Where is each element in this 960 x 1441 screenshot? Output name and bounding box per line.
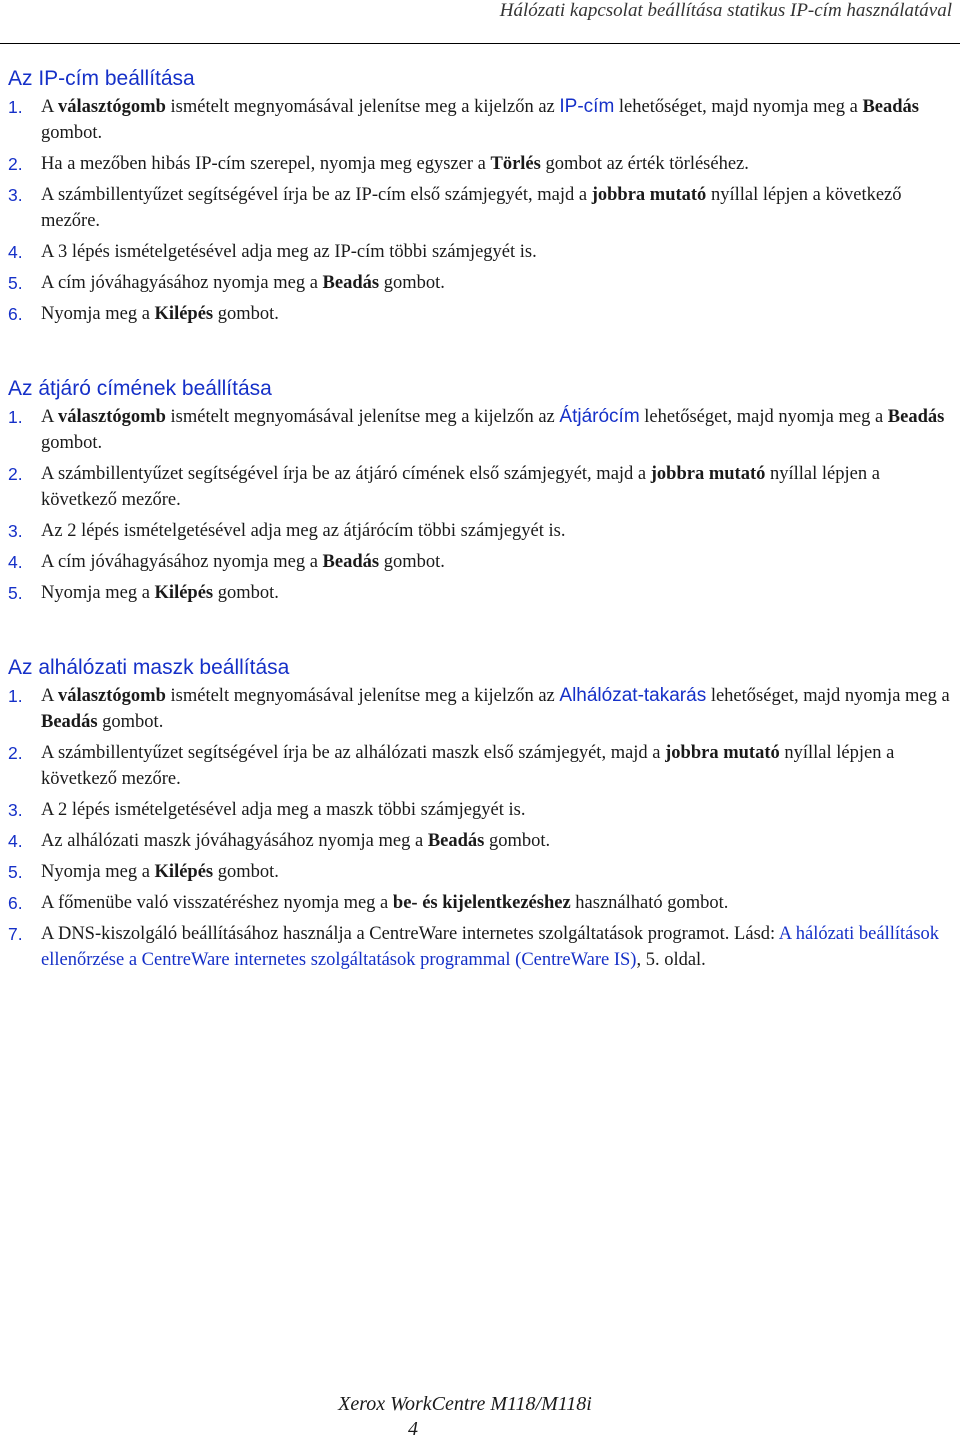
- step-text: A: [41, 686, 58, 706]
- button-name: Beadás: [322, 273, 380, 293]
- button-name: választógomb: [57, 97, 166, 117]
- button-name: Beadás: [862, 97, 919, 117]
- step-number: 3.: [8, 185, 23, 205]
- step-text: nyíllal lépjen a következő mezőre.: [41, 185, 902, 231]
- button-name: választógomb: [57, 686, 166, 706]
- running-header: Hálózati kapcsolat beállítása statikus IP-cím használatával: [499, 0, 952, 21]
- step-text: használható gombot.: [570, 893, 729, 913]
- step-text: gombot.: [213, 304, 279, 324]
- step-number: 4.: [8, 831, 23, 851]
- step-text: , 5. oldal.: [636, 950, 706, 970]
- step-text: gombot.: [213, 862, 279, 882]
- step-item: [8, 549, 956, 575]
- section-subnet-mask: [8, 653, 956, 978]
- button-name: Kilépés: [154, 583, 214, 603]
- step-text: gombot.: [484, 831, 551, 851]
- step-text: A számbillentyűzet segítségével írja be az IP-cím első számjegyét, majd a: [41, 185, 592, 205]
- display-option: IP-cím: [559, 96, 615, 117]
- step-number: 3.: [8, 521, 23, 541]
- step-item: [8, 921, 956, 973]
- step-text: gombot.: [41, 123, 103, 143]
- step-number: 5.: [8, 583, 23, 603]
- step-text: Az 2 lépés ismételgetésével adja meg az átjárócím többi számjegyét is.: [41, 521, 566, 541]
- step-number: 3.: [8, 800, 23, 820]
- step-item: [8, 301, 956, 327]
- step-text: lehetőséget, majd nyomja meg a: [639, 407, 888, 427]
- step-text: Az alhálózati maszk jóváhagyásához nyomja meg a: [41, 831, 428, 851]
- button-name: Kilépés: [154, 304, 214, 324]
- step-text: A főmenübe való visszatéréshez nyomja meg a: [41, 893, 393, 913]
- step-item: [8, 828, 956, 854]
- button-name: Beadás: [41, 712, 98, 732]
- step-list: [8, 404, 956, 606]
- step-item: [8, 580, 956, 606]
- step-number: 1.: [8, 686, 23, 706]
- step-item: [8, 270, 956, 296]
- step-item: [8, 461, 956, 513]
- step-number: 4.: [8, 242, 23, 262]
- step-text: gombot az érték törléséhez.: [540, 154, 749, 174]
- header-rule: [0, 43, 960, 44]
- button-name: Beadás: [427, 831, 485, 851]
- step-item: [8, 797, 956, 823]
- step-text: A: [41, 407, 58, 427]
- button-name: Beadás: [322, 552, 380, 572]
- step-text: A: [41, 97, 58, 117]
- footer-doc-title: Xerox WorkCentre M118/M118i: [338, 1393, 592, 1415]
- step-text: Nyomja meg a: [41, 862, 155, 882]
- section-title: Az IP-cím beállítása: [8, 67, 195, 90]
- step-text: A 3 lépés ismételgetésével adja meg az IP-cím többi számjegyét is.: [41, 242, 537, 262]
- section-title: Az alhálózati maszk beállítása: [8, 656, 290, 679]
- step-list: [8, 94, 956, 327]
- step-text: gombot.: [379, 552, 445, 572]
- step-text: A DNS-kiszolgáló beállításához használja a CentreWare internetes szolgáltatások programot. Lásd:: [41, 924, 779, 944]
- step-text: Nyomja meg a: [41, 304, 155, 324]
- step-item: [8, 151, 956, 177]
- button-name: be- és kijelentkezéshez: [392, 893, 571, 913]
- display-option: Átjárócím: [559, 406, 640, 427]
- step-text: ismételt megnyomásával jelenítse meg a kijelzőn az: [165, 97, 560, 117]
- step-number: 5.: [8, 273, 23, 293]
- step-text: A cím jóváhagyásához nyomja meg a: [41, 273, 323, 293]
- step-number: 7.: [8, 924, 23, 944]
- step-text: ismételt megnyomásával jelenítse meg a kijelzőn az: [165, 686, 560, 706]
- step-text: gombot.: [379, 273, 445, 293]
- step-number: 2.: [8, 154, 23, 174]
- cross-reference-link[interactable]: A hálózati beállítások ellenőrzése a CentreWare internetes szolgáltatások programmal (CentreWare IS): [41, 924, 940, 970]
- step-text: gombot.: [97, 712, 164, 732]
- step-number: 6.: [8, 304, 23, 324]
- section-gateway: [8, 374, 956, 611]
- step-text: Nyomja meg a: [41, 583, 155, 603]
- step-text: ismételt megnyomásával jelenítse meg a kijelzőn az: [165, 407, 560, 427]
- display-option: Alhálózat-takarás: [559, 685, 707, 706]
- step-item: [8, 182, 956, 234]
- button-name: Beadás: [887, 407, 945, 427]
- step-item: [8, 239, 956, 265]
- step-number: 4.: [8, 552, 23, 572]
- step-item: [8, 740, 956, 792]
- step-text: A számbillentyűzet segítségével írja be az alhálózati maszk első számjegyét, majd a: [41, 743, 666, 763]
- page-number: 4: [408, 1418, 418, 1440]
- step-number: 2.: [8, 464, 23, 484]
- step-item: [8, 683, 956, 735]
- step-number: 1.: [8, 407, 23, 427]
- button-name: jobbra mutató: [665, 743, 780, 763]
- section-title: Az átjáró címének beállítása: [8, 377, 272, 400]
- button-name: Törlés: [490, 154, 541, 174]
- step-number: 5.: [8, 862, 23, 882]
- step-item: [8, 94, 956, 146]
- step-item: [8, 518, 956, 544]
- button-name: jobbra mutató: [591, 185, 707, 205]
- step-number: 1.: [8, 97, 23, 117]
- step-list: [8, 683, 956, 973]
- button-name: választógomb: [57, 407, 166, 427]
- step-number: 2.: [8, 743, 23, 763]
- step-text: A cím jóváhagyásához nyomja meg a: [41, 552, 323, 572]
- button-name: jobbra mutató: [650, 464, 766, 484]
- step-text: lehetőséget, majd nyomja meg a: [614, 97, 863, 117]
- step-text: A számbillentyűzet segítségével írja be az átjáró címének első számjegyét, majd a: [41, 464, 651, 484]
- button-name: Kilépés: [154, 862, 214, 882]
- step-item: [8, 404, 956, 456]
- step-text: gombot.: [41, 433, 103, 453]
- step-text: A 2 lépés ismételgetésével adja meg a maszk többi számjegyét is.: [41, 800, 526, 820]
- step-text: gombot.: [213, 583, 279, 603]
- section-ip-address: [8, 64, 956, 332]
- step-number: 6.: [8, 893, 23, 913]
- step-text: nyíllal lépjen a következő mezőre.: [41, 464, 880, 510]
- step-text: Ha a mezőben hibás IP-cím szerepel, nyomja meg egyszer a: [41, 154, 491, 174]
- step-item: [8, 859, 956, 885]
- step-text: lehetőséget, majd nyomja meg a: [706, 686, 950, 706]
- step-text: nyíllal lépjen a következő mezőre.: [41, 743, 895, 789]
- step-item: [8, 890, 956, 916]
